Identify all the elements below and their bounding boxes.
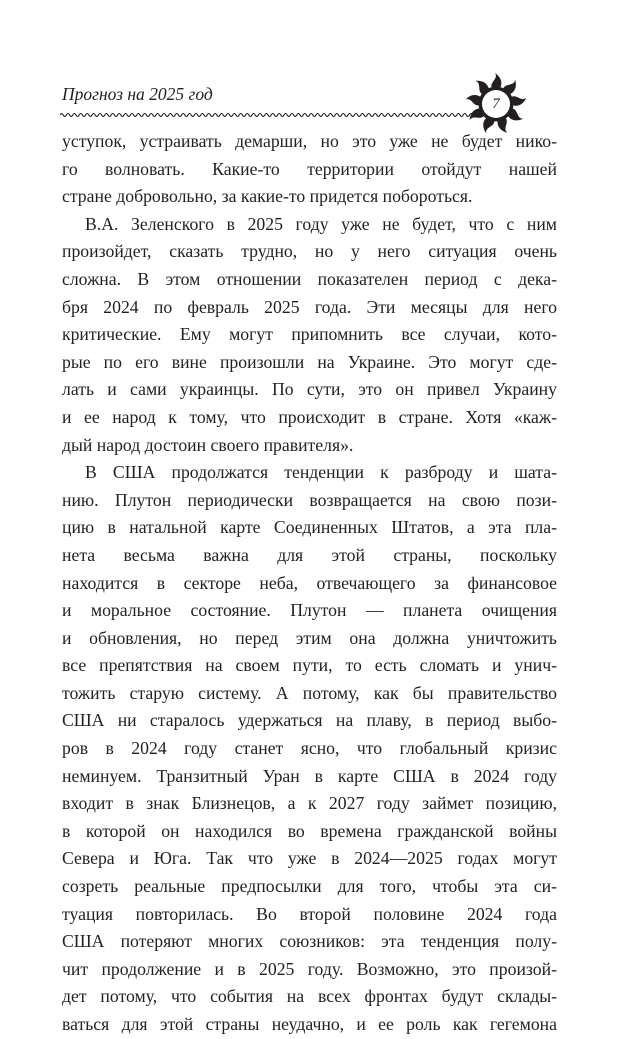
text-line: В.А. Зеленского в 2025 году уже не будет, что с ним	[85, 213, 557, 234]
text-line: ров в 2024 году станет ясно, что глобальный кризис	[62, 738, 557, 759]
text-line: все препятствия на своем пути, то есть сломать и унич-	[62, 655, 557, 676]
text-line: лать и сами украинцы. По сути, это он привел Украину	[62, 379, 557, 400]
text-line: сложна. В этом отношении показателен период с дека-	[62, 268, 557, 289]
text-line: произойдет, сказать трудно, но у него ситуация очень	[62, 241, 557, 262]
text-line: В США продолжатся тенденции к разброду и шата-	[85, 462, 557, 483]
text-line: США ни старалось удержаться на плаву, в период выбо-	[62, 710, 557, 731]
running-title: Прогноз на 2025 год	[62, 84, 213, 104]
text-line: уступок, устраивать демарши, но это уже не будет нико-	[62, 131, 557, 151]
text-line: бря 2024 по февраль 2025 года. Эти месяцы для него	[62, 296, 557, 317]
text-line: тожить старую систему. А потому, как бы правительство	[62, 682, 557, 703]
body-text	[62, 128, 557, 1039]
text-line: Севера и Юга. Так что уже в 2024—2025 годах могут	[62, 848, 557, 869]
text-line: и ее народ к тому, что происходит в стране. Хотя «каж-	[62, 406, 557, 427]
text-line: и обновления, но перед этим она должна уничтожить	[62, 627, 557, 648]
text-line: неминуем. Транзитный Уран в карте США в 2024 году	[62, 765, 557, 786]
text-line: в которой он находился во времена гражданской войны	[62, 820, 557, 841]
wavy-divider	[60, 110, 486, 120]
text-line: стране добровольно, за какие-то придется побороться.	[62, 186, 473, 207]
text-line: рые по его вине произошли на Украине. Это могут сде-	[62, 351, 557, 372]
text-line: чит продолжение и в 2025 году. Возможно, это произой-	[62, 958, 557, 979]
text-line: туация повторилась. Во второй половине 2024 года	[62, 903, 557, 924]
text-line: ваться для этой страны неудачно, и ее роль как гегемона	[62, 1014, 557, 1034]
text-line: и моральное состояние. Плутон — планета очищения	[62, 600, 557, 621]
text-line: находится в секторе неба, отвечающего за финансовое	[62, 572, 557, 593]
text-line: входит в знак Близнецов, а к 2027 году займет позицию,	[62, 793, 557, 814]
page-number: 7	[492, 95, 500, 112]
text-line: дый народ достоин своего правителя».	[62, 434, 354, 455]
text-line: критические. Ему могут припомнить все случаи, кото-	[62, 324, 557, 345]
text-line: го волновать. Какие-то территории отойдут нашей	[62, 158, 557, 179]
text-line: цию в натальной карте Соединенных Штатов, а эта пла-	[62, 517, 557, 538]
text-line: дет потому, что события на всех фронтах будут склады-	[62, 986, 557, 1007]
text-line: созреть реальные предпосылки для того, чтобы эта си-	[62, 876, 557, 897]
text-line: нию. Плутон периодически возвращается на свою пози-	[62, 489, 557, 510]
text-line: США потеряют многих союзников: эта тенденция полу-	[62, 931, 557, 952]
text-line: нета весьма важна для этой страны, поскольку	[62, 544, 557, 565]
